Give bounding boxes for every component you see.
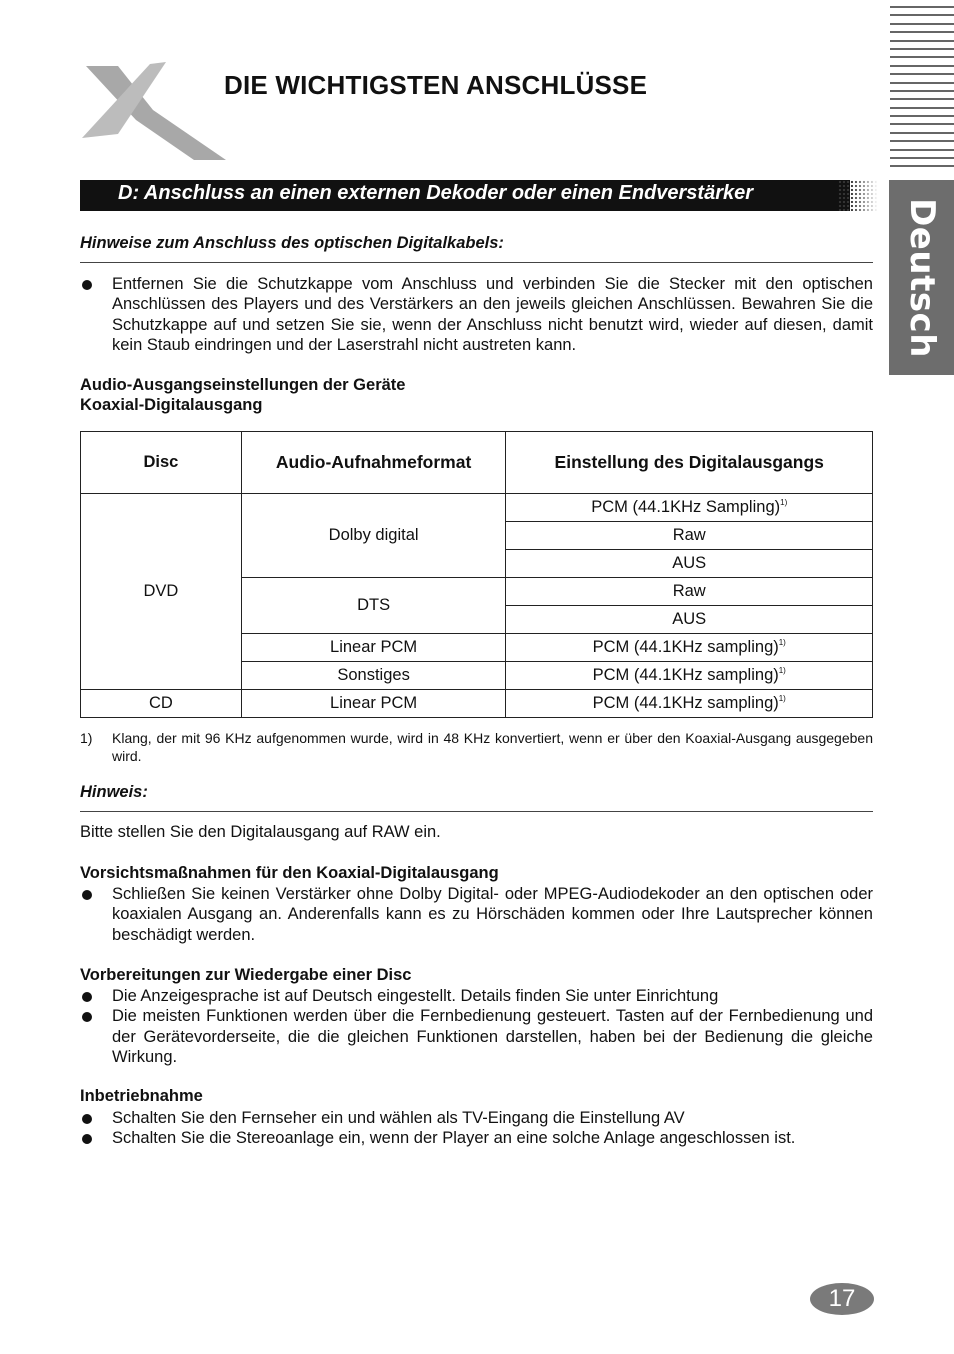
setting-cell: Raw [506,522,873,550]
list-item: Schließen Sie keinen Verstärker ohne Dolby Digital- oder MPEG-Audiodekoder an den optischen oder koaxialen Ausgang an. Anderenfalls kann es zu Hörschäden kommen oder Ihre Lautsprecher können beschädigt werden. [80,884,873,945]
format-cell: Dolby digital [241,494,506,578]
section-banner [80,180,850,211]
note-text: Bitte stellen Sie den Digitalausgang auf RAW ein. [80,823,441,841]
footnote-ref: 1) [780,498,788,507]
section-banner-title: D: Anschluss an einen externen Dekoder oder einen Endverstärker [118,182,754,204]
setting-cell: AUS [506,606,873,634]
divider [80,811,873,812]
table-footnote [80,729,873,765]
column-header: Einstellung des Digitalausgangs [506,432,873,494]
decorative-stripes [890,6,954,174]
footnote-text: Klang, der mit 96 KHz aufgenommen wurde, wird in 48 KHz konvertiert, wenn er über den Koaxial-Ausgang ausgegeben wird. [112,730,873,764]
page-number: 17 [810,1283,874,1315]
format-cell: Sonstiges [241,662,506,690]
list-item: Entfernen Sie die Schutzkappe vom Anschluss und verbinden Sie die Stecker mit den optischen Anschlüssen des Players und des Verstärkers an den jeweils gleichen Anschlüssen. Bewahren Sie die Schutzkappe auf und setzen Sie sie, wenn der Anschluss nicht benutzt wird, wieder auf diesen, damit kein Staub eindringen und der Laserstrahl nicht austreten kann. [80,274,873,356]
format-cell: DTS [241,578,506,634]
setting-cell: AUS [506,550,873,578]
setting-cell: PCM (44.1KHz sampling)$^{1)}$ [506,662,873,690]
precautions-bullet-list [80,884,873,945]
bullet-icon [82,1114,92,1124]
audio-subheading: Koaxial-Digitalausgang [80,396,263,414]
startup-heading: Inbetriebnahme [80,1087,203,1105]
table-row [81,690,873,718]
footnote-ref: 1) [778,638,786,647]
list-item: Die Anzeigesprache ist auf Deutsch eingestellt. Details finden Sie unter Einrichtung [80,986,873,1006]
table-header-row [81,432,873,494]
list-item: Schalten Sie die Stereoanlage ein, wenn der Player an eine solche Anlage angeschlossen ist. [80,1128,873,1148]
list-item: Die meisten Funktionen werden über die Fernbedienung gesteuert. Tasten auf der Fernbedienung und der Gerätevorderseite, die die gleichen Funktionen darstellen, haben bei der Bedienung die gleiche Wirkung. [80,1006,873,1067]
precautions-heading: Vorsichtsmaßnahmen für den Koaxial-Digitalausgang [80,864,499,882]
page-title: DIE WICHTIGSTEN ANSCHLÜSSE [224,70,648,100]
column-header: Disc [81,432,242,494]
language-tab [889,180,954,375]
banner-dot-pattern [838,180,878,211]
preparation-bullet-list [80,986,873,1068]
format-cell: Linear PCM [241,690,506,718]
optical-bullet-list [80,274,873,356]
setting-cell: PCM (44.1KHz sampling)$^{1)}$ [506,690,873,718]
audio-settings-table [80,431,873,718]
bullet-icon [82,1134,92,1144]
footnote-number: 1) [80,730,93,746]
column-header: Audio-Aufnahmeformat [241,432,506,494]
note-heading: Hinweis: [80,783,148,801]
optical-heading: Hinweise zum Anschluss des optischen Digitalkabels: [80,234,504,252]
bullet-icon [82,280,92,290]
setting-cell: PCM (44.1KHz Sampling)$^{1)}$ [506,494,873,522]
divider [80,262,873,263]
footnote-ref: 1) [778,666,786,675]
startup-bullet-list [80,1108,873,1149]
footnote-ref: 1) [778,694,786,703]
audio-heading: Audio-Ausgangseinstellungen der Geräte [80,376,406,394]
bullet-icon [82,890,92,900]
list-item: Schalten Sie den Fernseher ein und wählen als TV-Eingang die Einstellung AV [80,1108,873,1128]
disc-cell: DVD [81,494,242,690]
language-tab-label: Deutsch [901,197,942,358]
setting-cell: Raw [506,578,873,606]
table-row [81,494,873,522]
format-cell: Linear PCM [241,634,506,662]
bullet-icon [82,1012,92,1022]
preparation-heading: Vorbereitungen zur Wiedergabe einer Disc [80,966,412,984]
bullet-icon [82,992,92,1002]
disc-cell: CD [81,690,242,718]
setting-cell: PCM (44.1KHz sampling)$^{1)}$ [506,634,873,662]
brand-logo-x [78,62,228,162]
